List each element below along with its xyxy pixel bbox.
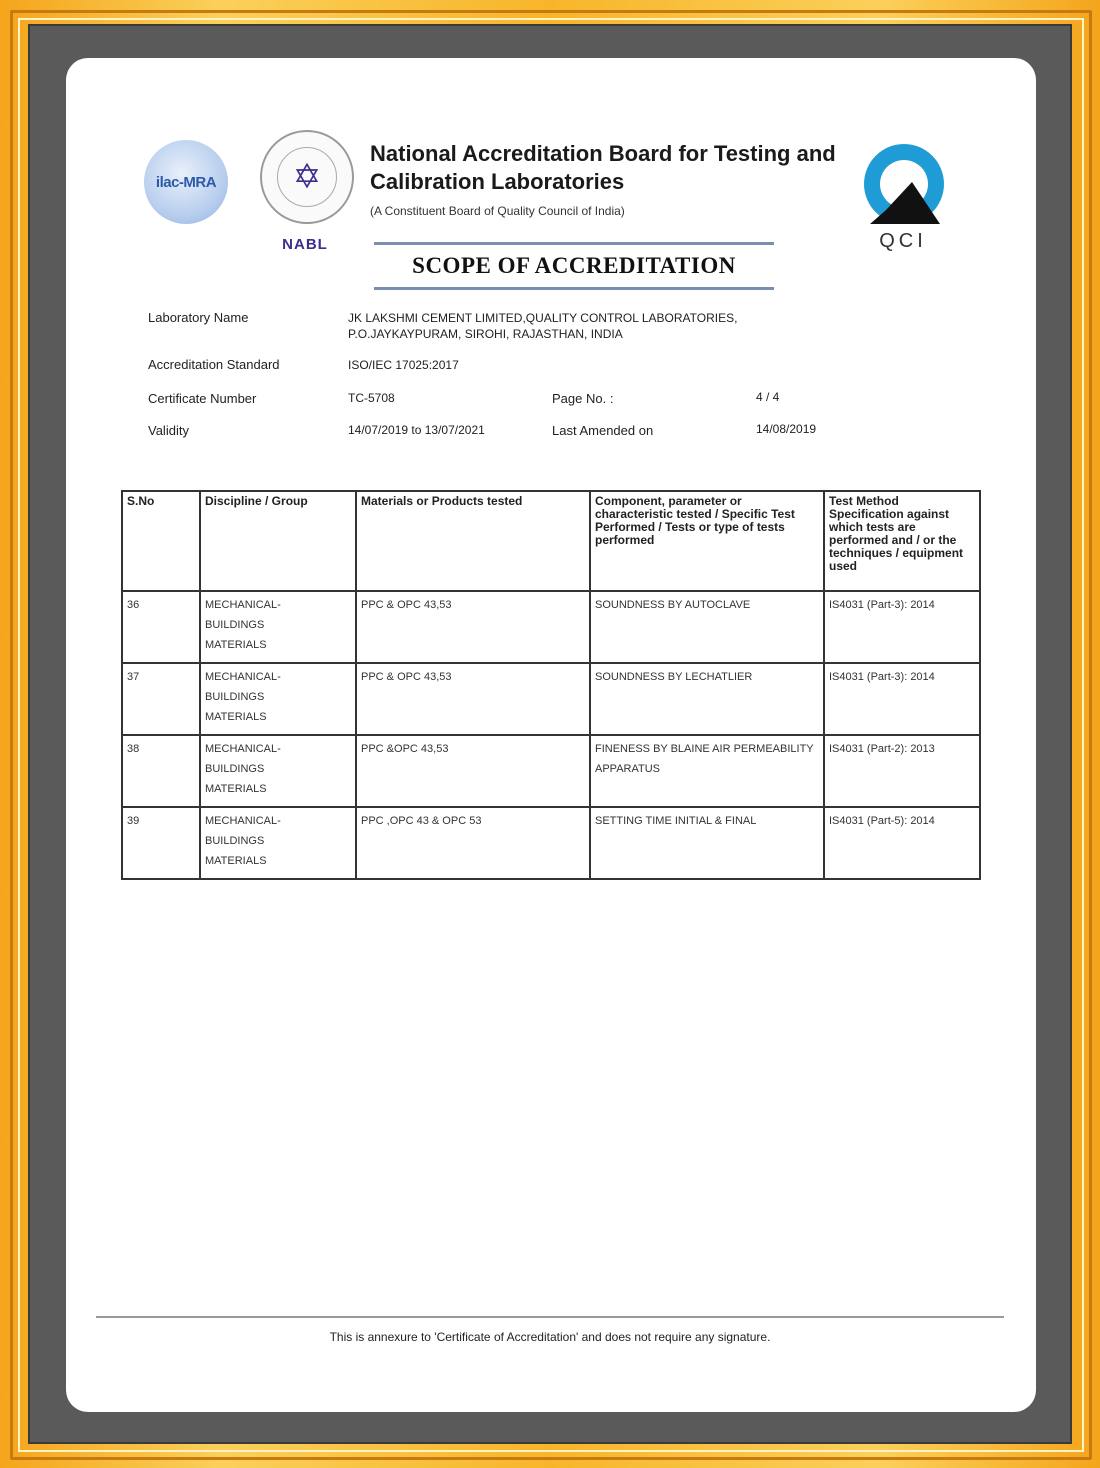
cell-materials: PPC ,OPC 43 & OPC 53 <box>356 807 590 879</box>
nabl-logo-text: NABL <box>282 236 328 253</box>
footer-note: This is annexure to 'Certificate of Accreditation' and does not require any signature. <box>329 1330 771 1344</box>
cell-test-method: IS4031 (Part-3): 2014 <box>824 663 980 735</box>
footer-divider <box>96 1316 1004 1318</box>
qci-logo-text: QCI <box>879 230 927 252</box>
lab-name-line-2: P.O.JAYKAYPURAM, SIROHI, RAJASTHAN, INDIA <box>348 327 623 341</box>
validity-value: 14/07/2019 to 13/07/2021 <box>348 423 485 437</box>
col-header-materials: Materials or Products tested <box>356 491 590 591</box>
cell-test-method: IS4031 (Part-2): 2013 <box>824 735 980 807</box>
certificate-page <box>66 58 1036 1412</box>
standard-value: ISO/IEC 17025:2017 <box>348 358 459 372</box>
cell-discipline: MECHANICAL- BUILDINGS MATERIALS <box>200 591 356 663</box>
table-header-row <box>122 491 980 591</box>
table-row <box>122 735 980 807</box>
table-row <box>122 591 980 663</box>
scope-title-box <box>374 242 774 290</box>
amended-label: Last Amended on <box>552 423 654 438</box>
star-icon: ✡ <box>277 147 337 207</box>
ilac-logo-text: ilac-MRA <box>155 173 217 191</box>
cell-sno: 36 <box>122 591 200 663</box>
col-header-test-method: Test Method Specification against which tests are performed and / or the techniques / equipment used <box>824 491 980 591</box>
cell-component: FINENESS BY BLAINE AIR PERMEABILITY APPARATUS <box>590 735 824 807</box>
standard-label: Accreditation Standard <box>148 357 280 372</box>
ilac-mra-logo <box>144 140 228 224</box>
cell-discipline: MECHANICAL- BUILDINGS MATERIALS <box>200 807 356 879</box>
table-row <box>122 663 980 735</box>
cell-materials: PPC & OPC 43,53 <box>356 663 590 735</box>
cell-component: SOUNDNESS BY AUTOCLAVE <box>590 591 824 663</box>
scope-table <box>121 490 981 880</box>
cell-sno: 39 <box>122 807 200 879</box>
cell-discipline: MECHANICAL- BUILDINGS MATERIALS <box>200 663 356 735</box>
table-row <box>122 807 980 879</box>
scope-title: SCOPE OF ACCREDITATION <box>412 253 736 278</box>
organization-subtitle: (A Constituent Board of Quality Council of India) <box>370 204 625 218</box>
amended-value: 14/08/2019 <box>756 422 817 436</box>
cell-component: SETTING TIME INITIAL & FINAL <box>590 807 824 879</box>
cell-test-method: IS4031 (Part-3): 2014 <box>824 591 980 663</box>
cell-test-method: IS4031 (Part-5): 2014 <box>824 807 980 879</box>
col-header-discipline: Discipline / Group <box>200 491 356 591</box>
cell-sno: 37 <box>122 663 200 735</box>
cell-component: SOUNDNESS BY LECHATLIER <box>590 663 824 735</box>
col-header-component: Component, parameter or characteristic tested / Specific Test Performed / Tests or type of tests performed <box>590 491 824 591</box>
organization-name: National Accreditation Board for Testing and Calibration Laboratories <box>370 141 836 194</box>
nabl-seal-logo <box>260 130 354 224</box>
cell-materials: PPC & OPC 43,53 <box>356 591 590 663</box>
page-no-label: Page No. : <box>552 391 614 406</box>
lab-name-label: Laboratory Name <box>148 310 249 325</box>
col-header-sno: S.No <box>122 491 200 591</box>
cell-sno: 38 <box>122 735 200 807</box>
certificate-value: TC-5708 <box>348 391 395 405</box>
certificate-label: Certificate Number <box>148 391 257 406</box>
validity-label: Validity <box>148 423 189 438</box>
page-no-value: 4 / 4 <box>756 390 780 404</box>
lab-name-line-1: JK LAKSHMI CEMENT LIMITED,QUALITY CONTROL LABORATORIES, <box>348 311 738 325</box>
cell-materials: PPC &OPC 43,53 <box>356 735 590 807</box>
cell-discipline: MECHANICAL- BUILDINGS MATERIALS <box>200 735 356 807</box>
